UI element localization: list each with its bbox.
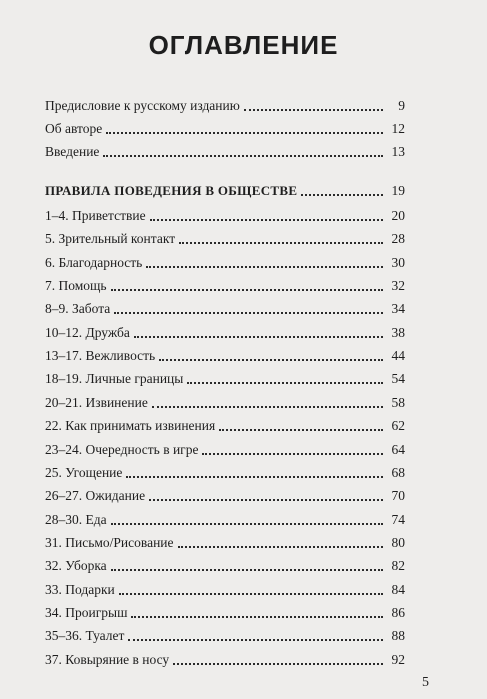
toc-entry-page: 64 (391, 441, 405, 457)
toc-entry-title: 31. Письмо/Рисование (45, 534, 174, 550)
toc-entry (45, 510, 405, 528)
toc-entry-title: 20–21. Извинение (45, 394, 148, 410)
page-title: ОГЛАВЛЕНИЕ (148, 30, 339, 60)
toc-entry (45, 119, 405, 137)
dot-leader (106, 131, 383, 134)
toc-entry-title: 1–4. Приветствие (45, 208, 146, 223)
toc-entry (45, 206, 405, 224)
dot-leader (173, 662, 383, 665)
toc-entry-page: 86 (391, 604, 405, 620)
toc-entry-title: 26–27. Ожидание (45, 488, 146, 504)
toc-entry-title: 13–17. Вежливость (45, 348, 156, 364)
toc-entry-title: 34. Проигрыш (45, 604, 128, 620)
toc-entry (45, 533, 405, 551)
dot-leader (126, 475, 383, 478)
toc-entry (45, 463, 405, 481)
toc-entry-title: 28–30. Еда (45, 511, 107, 527)
toc-entry-page: 84 (391, 581, 405, 597)
dot-leader (159, 358, 383, 361)
toc-entry (45, 603, 405, 621)
toc-entry-page: 30 (391, 254, 405, 270)
toc-entry-title: 35–36. Туалет (45, 628, 125, 644)
toc-entry (45, 626, 405, 644)
toc-entry (45, 650, 405, 668)
toc-entry-page: 70 (391, 488, 405, 504)
dot-leader (178, 545, 383, 548)
toc-section-heading (45, 181, 405, 199)
dot-leader (114, 311, 383, 314)
toc-entry-page: 68 (391, 464, 405, 480)
toc-entry (45, 346, 405, 364)
dot-leader (219, 428, 383, 431)
toc-entry (45, 299, 405, 317)
dot-leader (128, 638, 383, 641)
toc-entry (45, 393, 405, 411)
dot-leader (119, 592, 383, 595)
dot-leader (152, 405, 383, 408)
toc-entry (45, 276, 405, 294)
toc-entry (45, 440, 405, 458)
dot-leader (202, 452, 383, 455)
toc-entry-title: 37. Ковыряние в носу (45, 651, 170, 667)
toc-entry-title: 8–9. Забота (45, 301, 111, 317)
dot-leader (131, 615, 383, 618)
dot-leader (150, 218, 383, 221)
toc-entry-page: 44 (391, 348, 405, 364)
toc-entry-title: ПРАВИЛА ПОВЕДЕНИЯ В ОБЩЕСТВЕ (45, 183, 298, 198)
toc-entry-title: 6. Благодарность (45, 254, 143, 270)
toc-entry-title: 23–24. Очередность в игре (45, 441, 199, 457)
toc-entry (45, 323, 405, 341)
toc-entry-title: 5. Зрительный контакт (45, 231, 176, 247)
toc-entry-page: 54 (391, 371, 405, 387)
toc-entry (45, 229, 405, 247)
dot-leader (179, 241, 383, 244)
toc-entry (45, 253, 405, 271)
toc-entry-page: 88 (391, 628, 405, 644)
dot-leader (149, 498, 383, 501)
toc-entry-page: 32 (391, 278, 405, 294)
toc-entry (45, 416, 405, 434)
toc-entry-page: 13 (391, 144, 405, 159)
toc-entry-title: Введение (45, 144, 100, 159)
toc-entry-page: 19 (391, 183, 405, 198)
dot-leader (244, 108, 383, 111)
dot-leader (187, 381, 383, 384)
toc-entry-page: 80 (391, 534, 405, 550)
toc-entry (45, 96, 405, 114)
toc-entry-title: 7. Помощь (45, 278, 107, 294)
toc-entry-title: 32. Уборка (45, 558, 107, 574)
dot-leader (146, 265, 383, 268)
toc-entry-page: 58 (391, 394, 405, 410)
toc-entry-title: Предисловие к русскому изданию (45, 98, 240, 113)
toc-entry-page: 82 (391, 558, 405, 574)
toc-entry-page: 38 (391, 324, 405, 340)
toc-entry-page: 20 (391, 208, 405, 223)
dot-leader (134, 335, 383, 338)
toc-entry-page: 92 (391, 651, 405, 667)
dot-leader (111, 522, 383, 525)
toc-entry (45, 369, 405, 387)
toc-entry-page: 74 (391, 511, 405, 527)
toc-entry (45, 486, 405, 504)
toc-entry-page: 28 (391, 231, 405, 247)
toc-entry (45, 556, 405, 574)
toc-entry-title: 10–12. Дружба (45, 324, 130, 340)
toc-entry-title: Об авторе (45, 121, 103, 136)
dot-leader (103, 154, 383, 157)
toc-entry-title: 33. Подарки (45, 581, 115, 597)
dot-leader (111, 288, 383, 291)
toc-entry-title: 22. Как принимать извинения (45, 418, 216, 434)
toc-entry-page: 34 (391, 301, 405, 317)
dot-leader (111, 568, 383, 571)
page-number: 5 (422, 675, 429, 690)
toc-entry (45, 580, 405, 598)
toc-entry-title: 18–19. Личные границы (45, 371, 184, 387)
toc-entry-page: 62 (391, 418, 405, 434)
toc-entry-page: 9 (398, 98, 405, 113)
toc-entry-page: 12 (391, 121, 405, 136)
dot-leader (301, 193, 383, 196)
toc-entry-title: 25. Угощение (45, 464, 123, 480)
toc-entry (45, 142, 405, 160)
